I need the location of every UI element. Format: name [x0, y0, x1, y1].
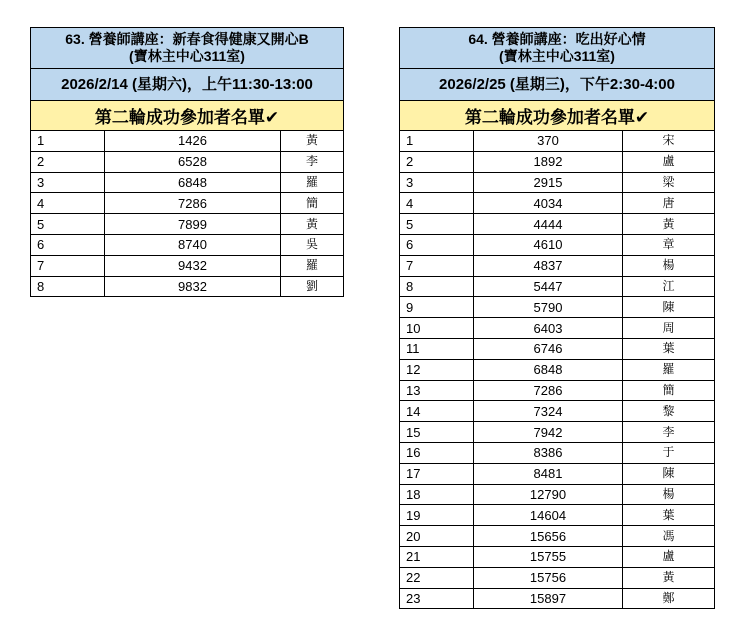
participant-code: 1892 [474, 151, 623, 172]
row-number: 13 [400, 380, 474, 401]
participant-code: 12790 [474, 484, 623, 505]
row-number: 6 [31, 234, 105, 255]
participant-surname: 簡 [623, 380, 715, 401]
table-row [400, 131, 715, 152]
participant-code: 6848 [474, 359, 623, 380]
participant-code: 370 [474, 131, 623, 152]
event-header [31, 28, 344, 69]
participant-surname: 簡 [281, 193, 344, 214]
row-number: 17 [400, 463, 474, 484]
table-row [400, 401, 715, 422]
participant-code: 7899 [105, 214, 281, 235]
row-number: 1 [31, 131, 105, 152]
table-row [400, 338, 715, 359]
participant-surname: 葉 [623, 338, 715, 359]
row-number: 7 [31, 255, 105, 276]
event-header [400, 28, 715, 69]
table-row [400, 422, 715, 443]
table-row [400, 214, 715, 235]
participant-surname: 楊 [623, 255, 715, 276]
table-row [400, 318, 715, 339]
participant-code: 14604 [474, 505, 623, 526]
participant-code: 4034 [474, 193, 623, 214]
participant-rows [400, 131, 715, 609]
participant-code: 7942 [474, 422, 623, 443]
table-row [400, 172, 715, 193]
row-number: 21 [400, 546, 474, 567]
participant-code: 15755 [474, 546, 623, 567]
participant-code: 2915 [474, 172, 623, 193]
participant-code: 6848 [105, 172, 281, 193]
participant-code: 15656 [474, 526, 623, 547]
row-number: 11 [400, 338, 474, 359]
participant-code: 6403 [474, 318, 623, 339]
table-row [400, 380, 715, 401]
event-title: 64. 營養師講座：吃出好心情 [468, 31, 646, 47]
row-number: 8 [31, 276, 105, 297]
participant-code: 7286 [474, 380, 623, 401]
event-location: (寶林主中心311室) [129, 48, 245, 64]
row-number: 4 [31, 193, 105, 214]
participant-code: 8386 [474, 442, 623, 463]
participant-surname: 宋 [623, 131, 715, 152]
participant-surname: 周 [623, 318, 715, 339]
row-number: 1 [400, 131, 474, 152]
participant-code: 6528 [105, 151, 281, 172]
participant-surname: 羅 [281, 172, 344, 193]
participant-surname: 黃 [623, 567, 715, 588]
participant-code: 15756 [474, 567, 623, 588]
participant-surname: 李 [281, 151, 344, 172]
participant-code: 1426 [105, 131, 281, 152]
row-number: 7 [400, 255, 474, 276]
participant-surname: 馮 [623, 526, 715, 547]
row-number: 19 [400, 505, 474, 526]
table-row [400, 526, 715, 547]
participant-surname: 陳 [623, 297, 715, 318]
participant-table-64 [399, 27, 715, 609]
table-row [31, 255, 344, 276]
participant-code: 4444 [474, 214, 623, 235]
participant-surname: 黃 [623, 214, 715, 235]
participant-code: 7286 [105, 193, 281, 214]
row-number: 5 [400, 214, 474, 235]
participant-code: 7324 [474, 401, 623, 422]
table-row [400, 463, 715, 484]
participant-surname: 盧 [623, 151, 715, 172]
participant-table-63 [30, 27, 344, 297]
participant-surname: 梁 [623, 172, 715, 193]
participant-surname: 羅 [281, 255, 344, 276]
event-title: 63. 營養師講座：新春食得健康又開心B [65, 31, 309, 47]
table-row [31, 193, 344, 214]
table-row [31, 276, 344, 297]
table-row [31, 214, 344, 235]
event-location: (寶林主中心311室) [499, 48, 615, 64]
participant-surname: 葉 [623, 505, 715, 526]
table-row [400, 234, 715, 255]
participant-surname: 陳 [623, 463, 715, 484]
table-row [400, 484, 715, 505]
participant-surname: 于 [623, 442, 715, 463]
table-row [31, 151, 344, 172]
participant-surname: 吳 [281, 234, 344, 255]
row-number: 5 [31, 214, 105, 235]
row-number: 4 [400, 193, 474, 214]
participant-surname: 楊 [623, 484, 715, 505]
table-row [31, 131, 344, 152]
table-row [400, 546, 715, 567]
row-number: 2 [400, 151, 474, 172]
participant-code: 6746 [474, 338, 623, 359]
participant-surname: 劉 [281, 276, 344, 297]
table-row [31, 172, 344, 193]
row-number: 15 [400, 422, 474, 443]
event-datetime: 2026/2/14 (星期六)，上午11:30-13:00 [31, 69, 344, 101]
table-row [400, 442, 715, 463]
table-row [400, 588, 715, 609]
row-number: 10 [400, 318, 474, 339]
row-number: 9 [400, 297, 474, 318]
row-number: 8 [400, 276, 474, 297]
participant-code: 4837 [474, 255, 623, 276]
participant-code: 15897 [474, 588, 623, 609]
list-banner: 第二輪成功參加者名單✔ [400, 101, 715, 131]
table-row [400, 276, 715, 297]
row-number: 14 [400, 401, 474, 422]
participant-code: 8481 [474, 463, 623, 484]
table-row [400, 359, 715, 380]
participant-code: 4610 [474, 234, 623, 255]
participant-code: 8740 [105, 234, 281, 255]
participant-surname: 黃 [281, 131, 344, 152]
row-number: 22 [400, 567, 474, 588]
row-number: 16 [400, 442, 474, 463]
table-row [400, 567, 715, 588]
participant-surname: 李 [623, 422, 715, 443]
row-number: 3 [400, 172, 474, 193]
table-row [400, 297, 715, 318]
participant-code: 5447 [474, 276, 623, 297]
row-number: 2 [31, 151, 105, 172]
row-number: 23 [400, 588, 474, 609]
row-number: 18 [400, 484, 474, 505]
participant-surname: 羅 [623, 359, 715, 380]
row-number: 3 [31, 172, 105, 193]
participant-surname: 唐 [623, 193, 715, 214]
participant-code: 9432 [105, 255, 281, 276]
participant-surname: 黎 [623, 401, 715, 422]
participant-surname: 盧 [623, 546, 715, 567]
participant-surname: 鄭 [623, 588, 715, 609]
participant-code: 5790 [474, 297, 623, 318]
list-banner: 第二輪成功參加者名單✔ [31, 101, 344, 131]
participant-code: 9832 [105, 276, 281, 297]
table-row [400, 505, 715, 526]
event-datetime: 2026/2/25 (星期三)，下午2:30-4:00 [400, 69, 715, 101]
table-row [400, 193, 715, 214]
table-row [400, 151, 715, 172]
row-number: 6 [400, 234, 474, 255]
participant-surname: 章 [623, 234, 715, 255]
row-number: 20 [400, 526, 474, 547]
table-row [31, 234, 344, 255]
participant-rows [31, 131, 344, 297]
row-number: 12 [400, 359, 474, 380]
table-row [400, 255, 715, 276]
participant-surname: 黃 [281, 214, 344, 235]
participant-surname: 江 [623, 276, 715, 297]
